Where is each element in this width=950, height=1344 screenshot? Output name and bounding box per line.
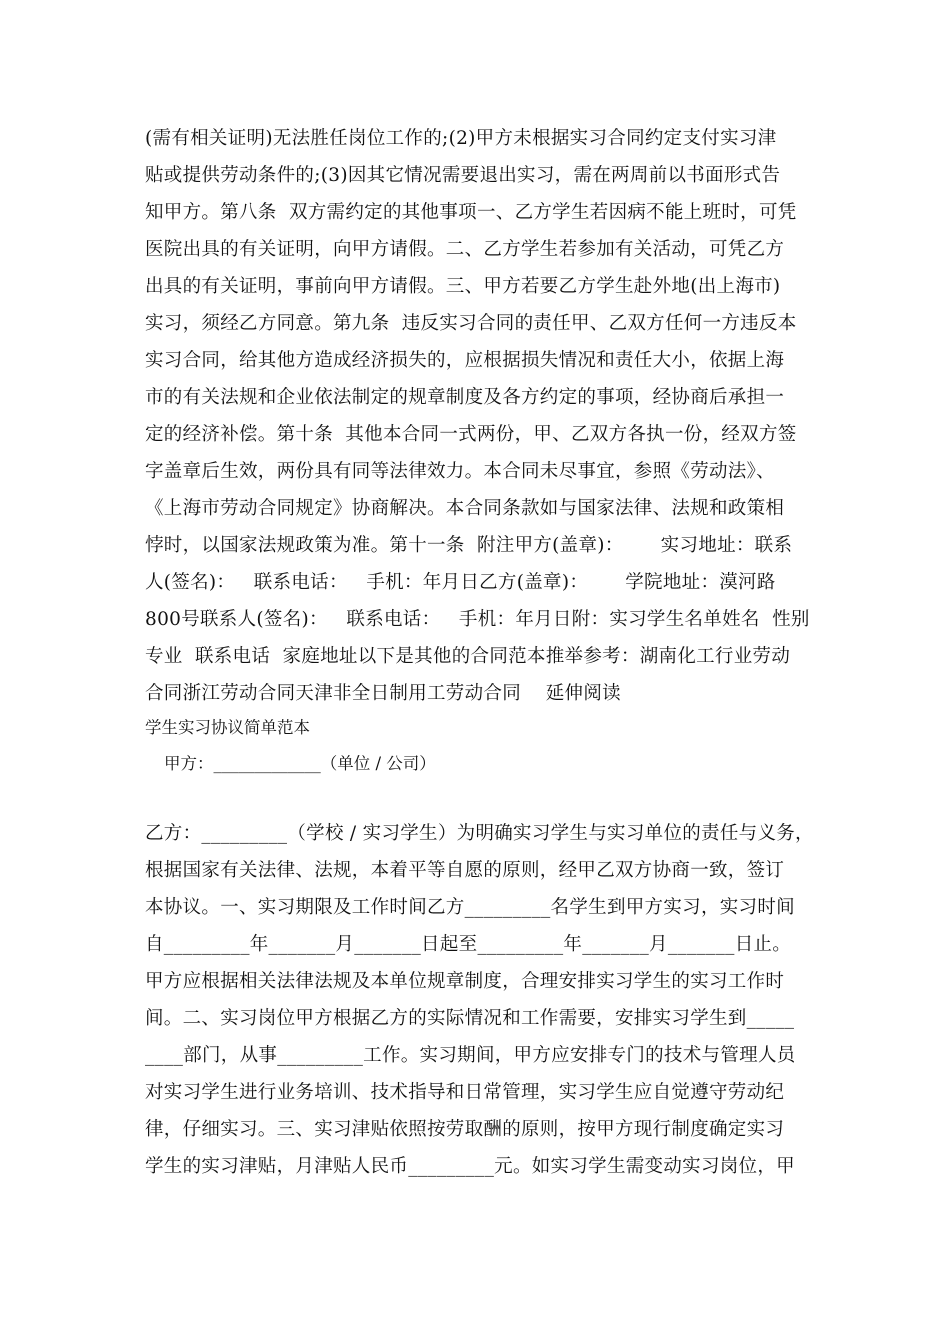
body-line: 对实习学生进行业务培训、技术指导和日常管理，实习学生应自觉遵守劳动纪 xyxy=(145,1082,785,1103)
body-line: 悖时，以国家法规政策为准。第十一条 附注甲方(盖章)： 实习地址：联系 xyxy=(145,535,793,556)
body-line: 甲方应根据相关法律法规及本单位规章制度，合理安排实习学生的实习工作时 xyxy=(145,971,785,992)
body-line: 人(签名)： 联系电话： 手机：年月日乙方(盖章)： 学院地址：漠河路 xyxy=(145,572,776,593)
body-line: 出具的有关证明，事前向甲方请假。三、甲方若要乙方学生赴外地(出上海市) xyxy=(145,276,781,297)
body-line: 《上海市劳动合同规定》协商解决。本合同条款如与国家法律、法规和政策相 xyxy=(145,498,785,519)
body-line: 贴或提供劳动条件的;(3)因其它情况需要退出实习，需在两周前以书面形式告 xyxy=(145,165,781,186)
body-line: 定的经济补偿。第十条 其他本合同一式两份，甲、乙双方各执一份，经双方签 xyxy=(145,424,797,445)
body-line: 根据国家有关法律、法规，本着平等自愿的原则，经甲乙双方协商一致，签订 xyxy=(145,860,785,881)
body-line: 实习，须经乙方同意。第九条 违反实习合同的责任甲、乙双方任何一方违反本 xyxy=(145,313,797,334)
agreement-title: 学生实习协议简单范本 xyxy=(145,718,310,737)
body-line: 自_________年_______月_______日起至_________年_______月_______日止。 xyxy=(145,934,792,955)
body-line: 间。二、实习岗位甲方根据乙方的实际情况和工作需要，安排实习学生到_____ xyxy=(145,1008,795,1029)
body-line: (需有相关证明)无法胜任岗位工作的;(2)甲方未根据实习合同约定支付实习津 xyxy=(145,128,777,149)
body-line: 字盖章后生效，两份具有同等法律效力。本合同未尽事宜，参照《劳动法》、 xyxy=(145,461,775,482)
body-line: 本协议。一、实习期限及工作时间乙方_________名学生到甲方实习，实习时间 xyxy=(145,897,795,918)
body-line: 800号联系人(签名)： 联系电话： 手机：年月日附：实习学生名单姓名 性别 xyxy=(145,609,810,630)
body-line: 实习合同，给其他方造成经济损失的，应根据损失情况和责任大小，依据上海 xyxy=(145,350,785,371)
body-line: 市的有关法规和企业依法制定的规章制度及各方约定的事项，经协商后承担一 xyxy=(145,387,785,408)
body-line: 医院出具的有关证明，向甲方请假。二、乙方学生若参加有关活动，可凭乙方 xyxy=(145,239,785,260)
body-line: 律，仔细实习。三、实习津贴依照按劳取酬的原则，按甲方现行制度确定实习 xyxy=(145,1119,785,1140)
body-line: 乙方：_________（学校 / 实习学生）为明确实习学生与实习单位的责任与义务， xyxy=(145,823,814,844)
body-line: 合同浙江劳动合同天津非全日制用工劳动合同 延伸阅读 xyxy=(145,683,621,704)
body-line: 知甲方。第八条 双方需约定的其他事项一、乙方学生若因病不能上班时，可凭 xyxy=(145,202,797,223)
party-a-line: 甲方：_____________（单位 / 公司） xyxy=(164,754,436,773)
body-line: 专业 联系电话 家庭地址以下是其他的合同范本推举参考：湖南化工行业劳动 xyxy=(145,646,791,667)
body-line: 学生的实习津贴，月津贴人民币_________元。如实习学生需变动实习岗位，甲 xyxy=(145,1156,795,1177)
body-line: ____部门，从事_________工作。实习期间，甲方应安排专门的技术与管理人员 xyxy=(145,1045,796,1066)
